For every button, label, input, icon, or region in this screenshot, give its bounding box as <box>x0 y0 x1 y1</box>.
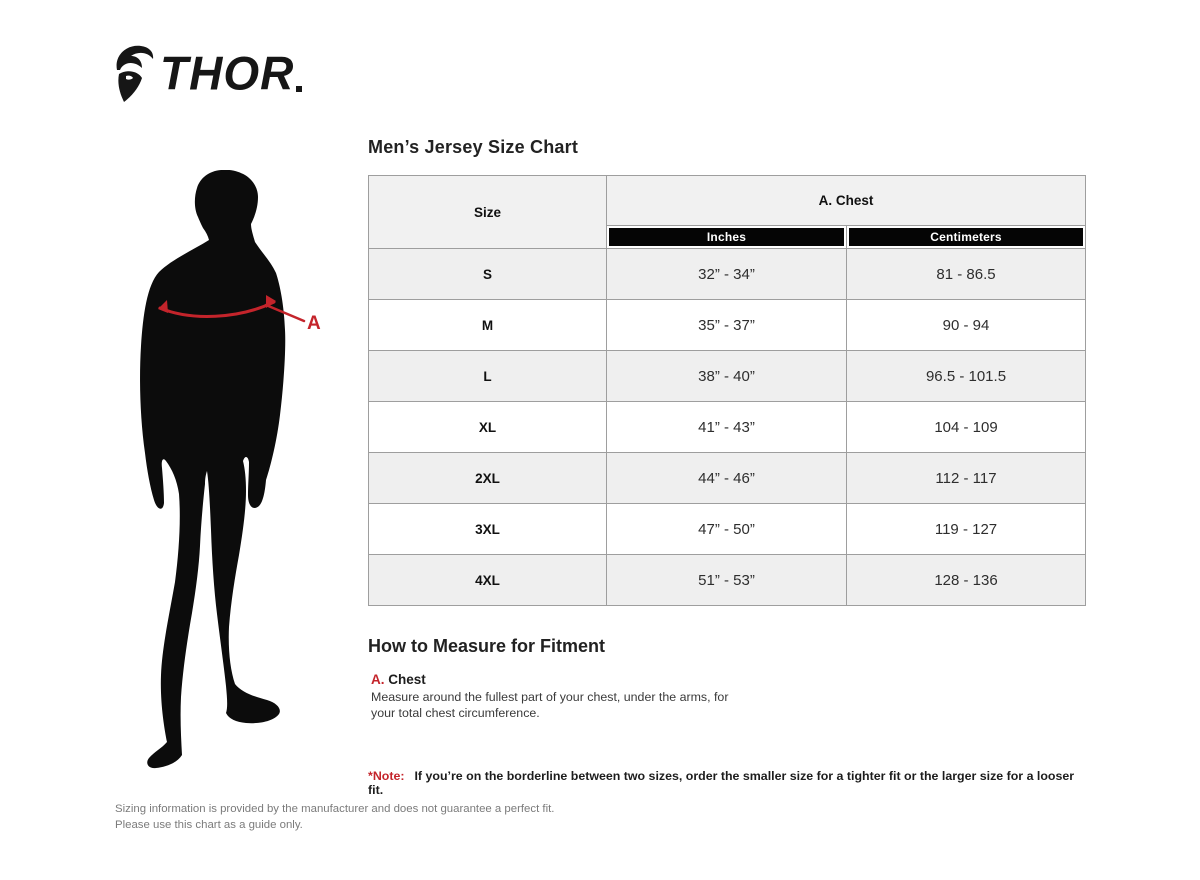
centimeters-header: Centimeters <box>849 228 1083 246</box>
note-prefix: *Note: <box>368 769 405 783</box>
size-row-l <box>369 351 1086 402</box>
size-chart-title: Men’s Jersey Size Chart <box>368 137 579 157</box>
inches-cell: 35” - 37” <box>607 300 847 351</box>
size-row-s <box>369 249 1086 300</box>
cm-cell: 90 - 94 <box>847 300 1086 351</box>
size-row-m <box>369 300 1086 351</box>
inches-cell: 32” - 34” <box>607 249 847 300</box>
size-chart-table <box>368 175 1086 606</box>
centimeters-header-cell <box>847 226 1086 249</box>
size-cell: 2XL <box>369 453 607 504</box>
size-row-xl <box>369 402 1086 453</box>
size-row-2xl <box>369 453 1086 504</box>
size-cell: S <box>369 249 607 300</box>
thor-goat-icon <box>112 42 156 104</box>
size-row-4xl <box>369 555 1086 606</box>
measurement-figure <box>133 170 333 770</box>
size-cell: XL <box>369 402 607 453</box>
size-cell: M <box>369 300 607 351</box>
how-to-measure-title: How to Measure for Fitment <box>368 636 606 656</box>
measure-item-name: Chest <box>388 672 426 687</box>
cm-cell: 81 - 86.5 <box>847 249 1086 300</box>
cm-cell: 119 - 127 <box>847 504 1086 555</box>
size-row-3xl <box>369 504 1086 555</box>
thor-logo <box>112 42 302 104</box>
size-column-header: Size <box>369 176 607 249</box>
measure-item-chest <box>371 672 731 721</box>
inches-cell: 41” - 43” <box>607 402 847 453</box>
male-silhouette-graphic <box>133 170 333 770</box>
cm-cell: 112 - 117 <box>847 453 1086 504</box>
logo-period <box>296 86 302 92</box>
disclaimer-line-2: Please use this chart as a guide only. <box>115 819 303 831</box>
cm-cell: 128 - 136 <box>847 555 1086 606</box>
measure-item-letter: A. <box>371 672 385 687</box>
measure-item-heading <box>371 672 731 687</box>
thor-wordmark: THOR <box>160 46 295 100</box>
chest-marker-label: A <box>307 313 321 334</box>
inches-cell: 51” - 53” <box>607 555 847 606</box>
measure-item-description: Measure around the fullest part of your chest, under the arms, for your total chest circumference. <box>371 690 729 720</box>
inches-cell: 38” - 40” <box>607 351 847 402</box>
table-header-row <box>369 176 1086 226</box>
size-cell: 3XL <box>369 504 607 555</box>
inches-header: Inches <box>609 228 844 246</box>
cm-cell: 96.5 - 101.5 <box>847 351 1086 402</box>
inches-cell: 47” - 50” <box>607 504 847 555</box>
size-cell: 4XL <box>369 555 607 606</box>
disclaimer-line-1: Sizing information is provided by the manufacturer and does not guarantee a perfect fit. <box>115 803 555 815</box>
inches-cell: 44” - 46” <box>607 453 847 504</box>
sizing-note <box>368 769 1088 797</box>
manufacturer-disclaimer <box>115 801 554 833</box>
size-cell: L <box>369 351 607 402</box>
inches-header-cell <box>607 226 847 249</box>
note-text: If you’re on the borderline between two sizes, order the smaller size for a tighter fit or the larger size for a looser fit. <box>368 769 1075 797</box>
chest-group-header: A. Chest <box>607 176 1086 226</box>
cm-cell: 104 - 109 <box>847 402 1086 453</box>
